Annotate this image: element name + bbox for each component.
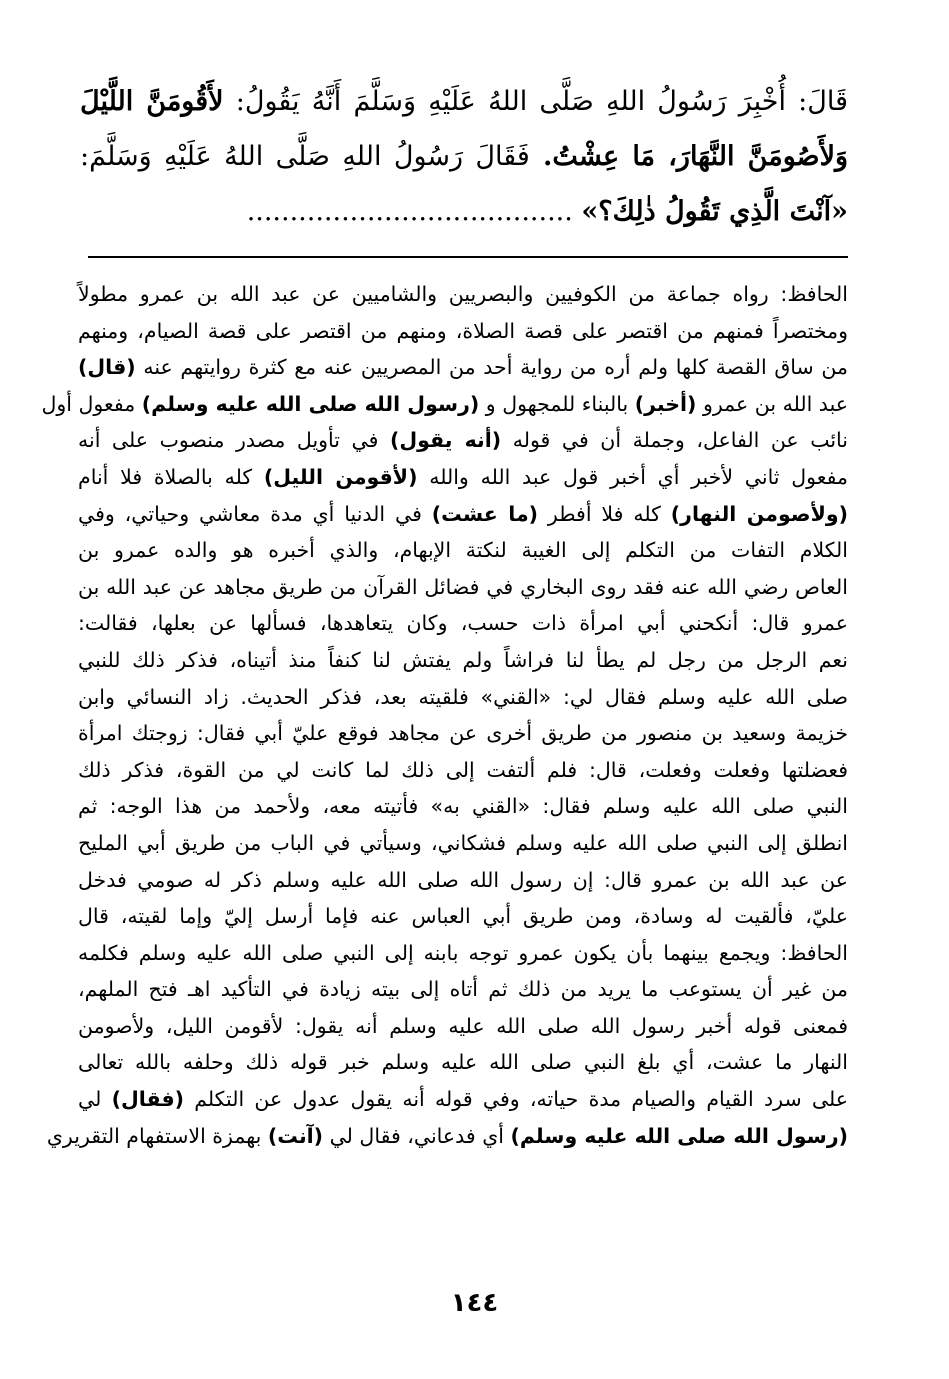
commentary-segment: نائب عن الفاعل، وجملة أن في قوله [501, 428, 848, 453]
hadith-text-part: فَقَالَ رَسُولُ اللهِ صَلَّى اللهُ عَلَيْهِ وَسَلَّمَ: [80, 141, 530, 172]
commentary-bold-segment: (أنه يقول) [390, 428, 502, 453]
commentary-bold-segment: (أخبر) [634, 391, 697, 416]
commentary-segment: بالبناء للمجهول و [479, 391, 635, 416]
commentary-line [78, 898, 848, 935]
commentary-line [78, 788, 848, 825]
commentary-line [78, 422, 848, 459]
commentary-segment: على سرد القيام والصيام مدة حياته، وفي قوله أنه يقول عدول عن التكلم [184, 1087, 848, 1112]
commentary-segment: انطلق إلى النبي صلى الله عليه وسلم فشكاني، وسيأتي في الباب من طريق أبي المليح [78, 830, 848, 855]
commentary-segment: نعم الرجل من رجل لم يطأ لنا فراشاً ولم يفتش لنا كنفاً منذ أتيناه، فذكر ذلك للنبي [78, 647, 848, 672]
commentary-segment: الحافظ: رواه جماعة من الكوفيين والبصريين والشاميين عن عبد الله بن عمرو مطولاً [78, 282, 848, 306]
commentary-segment: العاص رضي الله عنه فقد روى البخاري في فضائل القرآن من طريق مجاهد عن عبد الله بن [78, 574, 848, 599]
section-divider [88, 256, 848, 258]
hadith-text [80, 74, 848, 239]
commentary-bold-segment: (قال) [78, 355, 136, 380]
commentary-line [78, 349, 848, 386]
commentary-line [78, 1081, 848, 1118]
commentary-segment: عن عبد الله بن عمرو قال: إن رسول الله صلى الله عليه وسلم ذكر له صومي فدخل [78, 867, 848, 892]
commentary-line [78, 862, 848, 899]
commentary-segment: كله فلا أفطر [538, 501, 671, 526]
commentary-segment: كله بالصلاة فلا أنام [78, 464, 264, 489]
commentary-bold-segment: (رسول الله صلى الله عليه وسلم) [510, 1123, 848, 1148]
commentary-segment: خزيمة وسعيد بن منصور من طريق أخرى عن مجاهد فوقع عليّ أبي فقال: زوجتك امرأة [78, 721, 848, 746]
commentary-line [78, 752, 848, 789]
commentary-line [78, 715, 848, 752]
commentary-line [78, 496, 848, 533]
commentary-line [78, 935, 848, 972]
commentary-line [78, 313, 848, 350]
commentary-segment: النبي صلى الله عليه وسلم فقال: «القني به» فأتيته معه، ولأحمد من هذا الوجه: ثم [78, 794, 848, 819]
commentary-line [78, 679, 848, 716]
commentary-segment: عمرو قال: أنكحني أبي امرأة ذات حسب، وكان يتعاهدها، فسألها عن بعلها، فقالت: [78, 611, 848, 636]
commentary-bold-segment: (لأقومن الليل) [263, 464, 418, 489]
commentary-segment: عبد الله بن عمرو [696, 391, 848, 416]
commentary-segment: من غير أن يستوعب ما يريد من ذلك ثم أتاه إلى بيته زيادة في التأكيد اهـ فتح الملهم، [78, 977, 848, 1002]
commentary-segment: أي فدعاني، فقال لي [323, 1123, 511, 1148]
commentary-segment: صلى الله عليه وسلم فقال لي: «القني» فلقيته بعد، فذكر الحديث. زاد النسائي وابن [78, 684, 848, 709]
commentary-bold-segment: (رسول الله صلى الله عليه وسلم) [141, 391, 480, 416]
page-number: ١٤٤ [450, 1288, 499, 1318]
commentary-bold-segment: (فقال) [111, 1087, 184, 1112]
hadith-text-part: «آنْتَ الَّذِي تَقُولُ ذٰلِكَ؟» [581, 196, 848, 227]
commentary-segment: في تأويل مصدر منصوب على أنه [78, 428, 390, 453]
commentary-line [78, 459, 848, 496]
commentary-line [78, 1044, 848, 1081]
commentary-line [78, 1008, 848, 1045]
commentary-line [78, 642, 848, 679]
commentary-segment: بهمزة الاستفهام التقريري [46, 1123, 268, 1148]
commentary-line [78, 971, 848, 1008]
commentary-bold-segment: (ما عشت) [431, 501, 539, 526]
commentary-segment: من ساق القصة كلها ولم أره من رواية أحد من المصريين عنه مع كثرة روايتهم عنه [135, 355, 848, 380]
commentary-line [78, 825, 848, 862]
hadith-text-part: لأَقُومَنَّ اللَّيْلَ وَلأَصُومَنَّ النَّهَارَ، مَا عِشْتُ. [80, 86, 849, 172]
commentary-segment: فمعنى قوله أخبر رسول الله صلى الله عليه وسلم أنه يقول: لأقومن الليل، ولأصومن [78, 1013, 848, 1038]
commentary-segment: الكلام التفات من التكلم إلى الغيبة لنكتة الإبهام، والذي أخبره هو والده عمرو بن [78, 538, 848, 563]
commentary-segment: مفعول أول [41, 391, 142, 416]
commentary-line [41, 386, 848, 423]
ellipsis-dots: ...................................... [246, 196, 582, 227]
commentary-line [78, 532, 848, 569]
commentary-segment: مفعول ثاني لأخبر أي أخبر قول عبد الله والله [417, 464, 848, 489]
commentary-line [46, 1118, 848, 1155]
hadith-text-part: قَالَ: أُخْبِرَ رَسُولُ اللهِ صَلَّى اللهُ عَلَيْهِ وَسَلَّمَ أَنَّهُ يَقُولُ: [223, 86, 848, 117]
commentary-line [78, 276, 848, 313]
commentary-line [78, 605, 848, 642]
commentary-segment: عليّ، فألقيت له وسادة، ومن طريق أبي العباس عنه فإما أرسل إليّ وإما لقيته، قال [78, 904, 848, 929]
commentary-bold-segment: (ولأصومن النهار) [670, 501, 848, 526]
commentary-segment: ومختصراً فمنهم من اقتصر على قصة الصلاة، ومنهم من اقتصر على قصة الصيام، ومنهم [78, 318, 848, 343]
commentary-segment: فعضلتها وفعلت وفعلت، قال: فلم ألتفت إلى ذلك لما كانت لي من القوة، فذكر ذلك [78, 757, 848, 782]
commentary-segment: في الدنيا أي مدة معاشي وحياتي، وفي [78, 501, 432, 526]
commentary-text [41, 276, 848, 1154]
commentary-segment: الحافظ: ويجمع بينهما بأن يكون عمرو توجه بابنه إلى النبي صلى الله عليه وسلم فكلمه [78, 940, 848, 965]
commentary-line [78, 569, 848, 606]
commentary-segment: لي [78, 1087, 112, 1112]
commentary-segment: النهار ما عشت، أي بلغ النبي صلى الله عليه وسلم خبر قوله ذلك وحلفه بالله تعالى [78, 1050, 848, 1075]
commentary-bold-segment: (آنت) [267, 1123, 324, 1148]
